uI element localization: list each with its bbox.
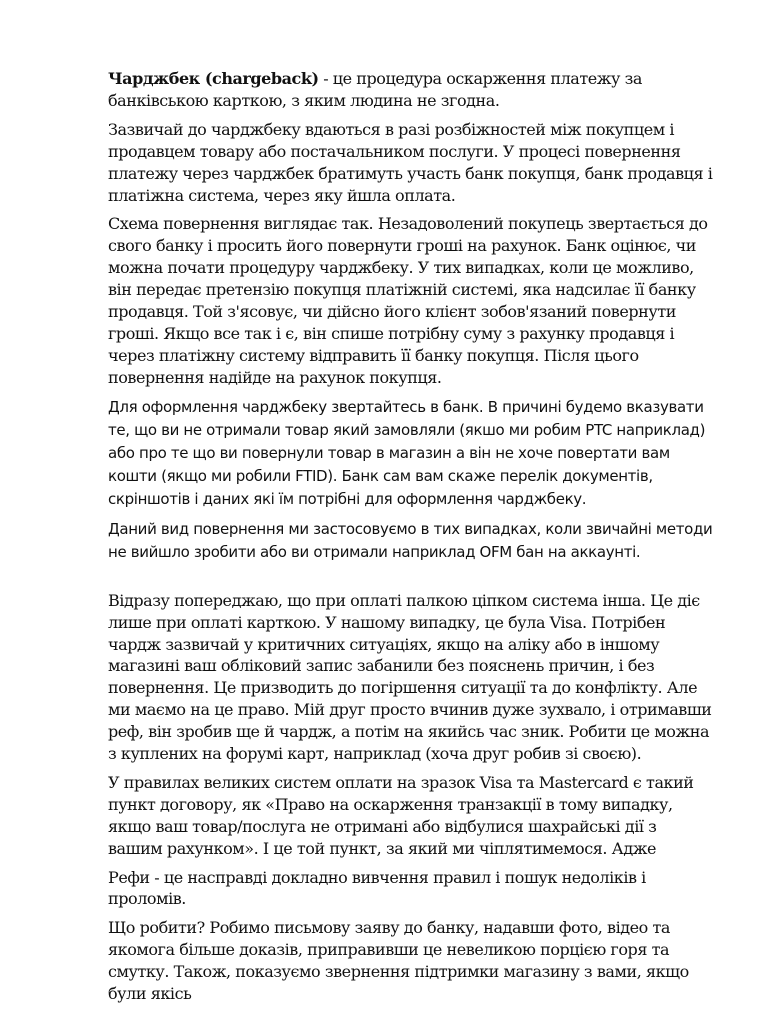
term-chargeback: Чарджбек (chargeback) (108, 69, 319, 88)
paragraph-dispute-context: Зазвичай до чарджбеку вдаються в разі розбіжностей між покупцем і продавцем товару або постачальником послуги. У процесі повернення платежу через чарджбек братимуть участь банк покупця, банк продавця і платіжна система, через яку йшла оплата. (108, 119, 713, 205)
paragraph-bank-application: Для оформлення чарджбеку звертайтесь в банк. В причині будемо вказувати те, що ви не отримали товар який замовляли (якшо ми робим PTC наприклад) або про те що ви повернули товар в магазин а він не хоче повертати вам кошти (якщо ми робили FTID). Банк сам вам скаже перелік документів, скріншотів і даних які їм потрібні для оформлення чарджбеку. (108, 397, 706, 508)
term-definition: - це процедура оскарження платежу за банківською карткою, з яким людина не згодна. (108, 69, 643, 110)
paragraph-refs-definition: Рефи - це насправді докладно вивчення правил і пошук недоліків і проломів. (108, 867, 646, 909)
paragraph-spacer (108, 571, 714, 590)
document-body (108, 68, 714, 1012)
paragraph-what-to-do: Що робити? Робимо письмову заяву до банку, надавши фото, відео та якомога більше доказів, приправивши це невеликою порцією горя та смутку. Також, показуємо звернення підтримки магазину з вами, якщо були якісь (108, 918, 689, 1004)
paragraph-visa-mastercard-rules: У правилах великих систем оплати на зразок Visa та Mastercard є такий пункт договору, як «Право на оскарження транзакції в тому випадку, якщо ваш товар/послуга не отримані або відбулися шахрайські дії з вашим рахунком». І це той пункт, за який ми чіплятимемося. Адже (108, 772, 694, 858)
paragraph-when-to-use: Даний вид повернення ми застосовуємо в тих випадках, коли звичайні методи не вийшло зробити або ви отримали наприклад OFM бан на аккаунті. (108, 519, 713, 561)
intro-paragraph (108, 68, 714, 112)
paragraph-refund-scheme: Схема повернення виглядає так. Незадоволений покупець звертається до свого банку і просить його повернути гроші на рахунок. Банк оцінює, чи можна почати процедуру чарджбеку. У тих випадках, коли це можливо, він передає претензію покупця платіжній системі, яка надсилає її банку продавця. Той з'ясовує, чи дійсно його клієнт зобов'язаний повернути гроші. Якщо все так і є, він спише потрібну суму з рахунку продавця і через платіжну систему відправить її банку покупця. Після цього повернення надійде на рахунок покупця. (108, 214, 708, 387)
paragraph-warning: Відразу попереджаю, що при оплаті палкою ціпком система інша. Це діє лише при оплаті карткою. У нашому випадку, це була Visa. Потрібен чардж зазвичай у критичних ситуаціях, якщо на аліку або в іншому магазині ваш обліковий запис забанили без пояснень причин, і без повернення. Це призводить до погіршення ситуації та до конфлікту. Але ми маємо на це право. Мій друг просто вчинив дуже зухвало, і отримавши реф, він зробив ще й чардж, а потім на якийсь час зник. Робити це можна з куплених на форумі карт, наприклад (хоча друг робив зі своєю). (108, 590, 712, 764)
